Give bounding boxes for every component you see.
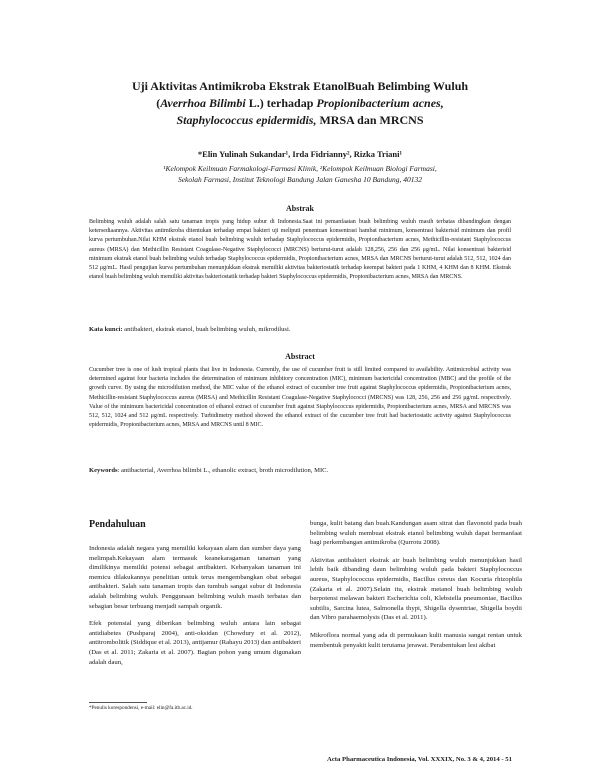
paper-title xyxy=(40,78,560,129)
abstrak-body: Belimbing wuluh adalah salah satu tanaman tropis yang hidup subur di Indonesia.Saat ini pemanfaatan buah belimbing wuluh masih terbatas dibandingkan dengan ketersediaannya. Aktivitas antimikroba ditentukan terhadap empat bakteri uji meliputi penentuan konsentrasi hambat minimum, konsentrasi bakterisid minimum dan profil kurva pertumbuhan.Nilai KHM ekstrak etanol buah belimbing wuluh terhadap Staphylococcus epidermidis, Propionibacterium acnes, Methicillin-resistant Staphylococcus aureus (MRSA) dan Methicillin Resistant Coagulase-Negative Staphylococci (MRCNS) berturut-turut adalah 128,256, 256 dan 256 μg/mL. Nilai konsentrasi bakterisid minimum ekstrak etanol buah belimbing wuluh terhadap Staphylococcus epidermidis, Propionibacterium acnes, MRSA dan MRCNS berturut-turut adalah 512, 512, 1024 dan 512 μg/mL. Hasil pengujian kurva pertumbuhan menunjukkan ekstrak memiliki aktivitas bakteriostatik terhadap keempat bakteri pada 1 KHM, 4 KHM dan 8 KHM. Ekstrak etanol buah belimbing wuluh memiliki aktivitas bakteriostatik terhadap bakteri Staphylococcus epidermidis, Propionibacterium acnes, MRSA dan MRCNS. xyxy=(89,219,511,281)
section-heading: Pendahuluan xyxy=(89,519,146,530)
title-line-3: Staphylococcus epidermidis, MRSA dan MRCNS xyxy=(176,113,424,127)
title-line-2: (Averrhoa Bilimbi L.) terhadap Propionibacterium acnes, xyxy=(156,96,444,110)
paragraph: Indonesia adalah negara yang memiliki kekayaan alam dan sumber daya yang melimpah.Kekayaan alam termasuk keanekaragaman tanaman yang dimilikinya memiliki potensi sebagai antibakteri. Kebanyakan tanaman ini memicu dilakukannya penelitian untuk terus mengembangkan obat sebagai antibakteri. Salah satu tanaman tropis dan tumbuh sangat subur di Indonesia adalah belimbing wuluh. Penggunaan belimbing wuluh masih terbatas dan sebagian besar terbuang menjadi sampah organik. xyxy=(89,545,301,610)
keywords: Keywords: antibacterial, Averrhoa bilimbi L., ethanolic extract, broth microdilution, MIC. xyxy=(89,467,329,474)
paragraph: bunga, kulit batang dan buah.Kandungan asam sitrat dan flavonoid pada buah belimbing wuluh membuat ekstrak etanol belimbing wuluh dapat bermanfaat bagi perkembangan antimikroba (Qurrotu 2008). xyxy=(310,520,522,547)
left-column xyxy=(89,544,301,675)
affiliation: ¹Kelompok Keilmuan Farmakologi-Farmasi Klinik, ²Kelompok Keilmuan Biologi Farmasi, Sekolah Farmasi, Institut Teknologi Bandung Jalan Ganesha 10 Bandung, 40132 xyxy=(163,164,437,184)
paragraph: Aktivitas antibakteri ekstrak air buah belimbing wuluh menunjukkan hasil lebih baik dibanding daun belimbing wuluh pada bakteri Staphylococcus aureus, Staphylococcus epidermidis, Bacillus cereus dan Kocuria rhizophila (Zakaria et al. 2007).Selain itu, ekstrak metanol buah belimbing wuluh berpotensi melawan bakteri Escherichia coli, Klebsiella pneumoniae, Bacillus subtilis, Sarcina lutea, Salmonella thypi, Shigella dysentriae, Shigella boydii dan Vibro parahaemolysis (Das et al. 2011). xyxy=(310,556,522,622)
footnote-rule xyxy=(89,702,147,703)
abstract-heading: Abstract xyxy=(285,352,315,361)
footnote: *Penulis korespondensi, e-mail: elin@fa.itb.ac.id. xyxy=(89,705,193,711)
authors: *Elin Yulinah Sukandar¹, Irda Fidrianny², Rizka Triani¹ xyxy=(197,149,403,159)
title-species-3: Staphylococcus epidermidis, xyxy=(176,113,317,127)
title-species-2: Propionibacterium acnes, xyxy=(316,96,444,110)
title-line-1: Uji Aktivitas Antimikroba Ekstrak EtanolBuah Belimbing Wuluh xyxy=(131,79,469,93)
right-column xyxy=(310,519,522,658)
paragraph: Efek potensial yang diberikan belimbing wuluh antara lain sebagai antidiabetes (Pushparaj 2004), anti-oksidan (Chowdury et al. 2012), antitrombolitik (Siddique et al. 2013), antijamur (Rahayu 2013) dan antibakteri (Das et al. 2011; Zakaria et al. 2007). Bagian pohon yang umum digunakan adalah daun, xyxy=(89,620,301,666)
abstract-body: Cucumber tree is one of lush tropical plants that live in Indonesia. Currently, the use of cucumber fruit is still limited compared to availability. Antimicrobial activity was determined against four bacteria includes the determination of minimum inhibitory concentration (MIC), minimum bactericidal concentration (MBC) and the profile of the growth curve. By using the microdilution method, the MIC value of the ethanol extract of cucumber tree fruit against Staphylococcus epidermidis, Propionibacterium acnes, Methicillin-resistant Staphylococcus aureus (MRSA) and Methicillin Resistant Coagulase-Negative Staphylococci (MRCNS) was 128, 256, 256 and 256 μg/mL respectively. Value of the minimum bactericidal concentration of ethanol extract of cucumber fruit against Staphylococcus epidermidis, Propionibacterium acnes, MRSA and MRCNS was 512, 512, 1024 and 512 μg/mL respectively. Turbidimetry method showed the ethanol extract of the cucumber tree fruit had bacteriostatic activity against Staphylococcus epidermidis, Propionibacterium acnes, MRSA and MRCNS until 8 MIC. xyxy=(89,367,511,429)
title-species: Averrhoa Bilimbi xyxy=(160,96,246,110)
kata-kunci: Kata kunci: antibakteri, ekstrak etanol, buah belimbing wuluh, mikrodilusi. xyxy=(89,326,291,333)
paragraph: Mikroflora normal yang ada di permukaan kulit manusia sangat rentan untuk membentuk penyakit kulit terutama jerawat. Perabentukan lesi akibat xyxy=(310,631,522,649)
page-footer: Acta Pharmaceutica Indonesia, Vol. XXXIX, No. 3 & 4, 2014 - 51 xyxy=(326,756,512,763)
abstrak-heading: Abstrak xyxy=(285,204,314,213)
